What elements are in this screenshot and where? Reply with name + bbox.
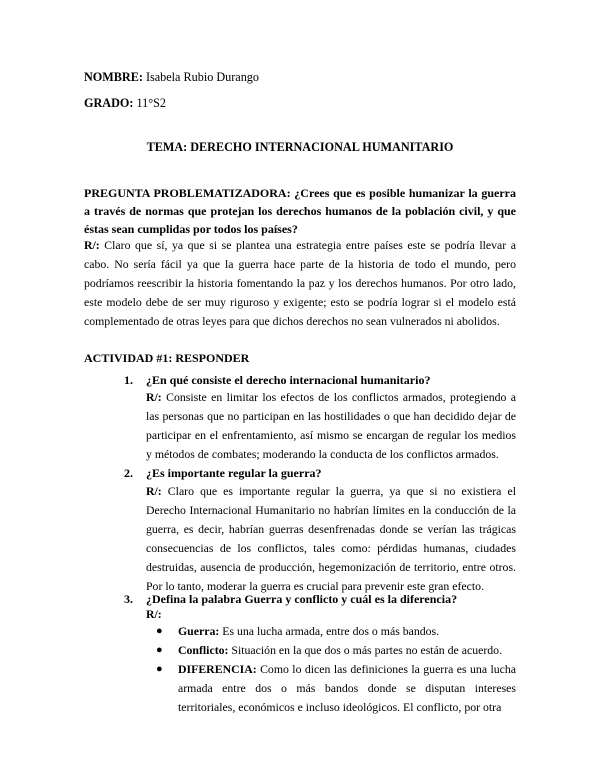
question-title: ¿Es importante regular la guerra? <box>146 466 322 480</box>
question-number: 1. <box>124 373 133 387</box>
respuesta-text: Claro que sí, ya que si se plantea una estrategia entre países este se podría llevar a cabo. No sería fácil ya que la guerra hace parte de la historia de todo el mundo, pero podríamos reescribir la historia fomentando la paz y los derechos humanos. Por otro lado, este modelo debe de ser muy riguroso y exigente; esto se podría lograr si el modelo está complementado de otras leyes para que dichos derechos no sean vulnerados ni abolidos. <box>84 238 516 328</box>
tema-title: TEMA: DERECHO INTERNACIONAL HUMANITARIO <box>146 140 454 154</box>
pregunta-label: PREGUNTA PROBLEMATIZADORA: <box>84 186 291 200</box>
question-title: ¿Defina la palabra Guerra y conflicto y cuál es la diferencia? <box>146 592 458 606</box>
bullet-text: Como lo dicen las definiciones la guerra es una lucha armada entre dos o más bandos donde se disputan intereses territoriales, económicos e incluso ideológicos. El conflicto, por otra <box>178 662 516 714</box>
bullet-text: Es una lucha armada, entre dos o más bandos. <box>222 624 440 638</box>
respuesta-paragraph <box>84 236 516 331</box>
nombre-value: Isabela Rubio Durango <box>145 70 259 84</box>
grado-label: GRADO: <box>84 96 134 110</box>
bullet-term: DIFERENCIA: <box>178 662 257 676</box>
answer-text: Consiste en limitar los efectos de los conflictos armados, protegiendo a las personas que no participan en las hostilidades o que han decidido dejar de participar en el enfrentamiento, así mismo se encargan de regular los medios y métodos de combates; moderando la conducta de los conflictos armados. <box>146 390 516 461</box>
student-grade <box>84 96 166 111</box>
bullet-item <box>178 641 516 660</box>
question-number: 3. <box>124 592 133 606</box>
bullet-item <box>178 660 516 717</box>
student-name <box>84 70 259 85</box>
bullet-term: Guerra: <box>178 624 220 638</box>
answer-label: R/: <box>146 390 162 404</box>
answer-label: R/: <box>146 484 162 498</box>
question-number: 2. <box>124 466 133 480</box>
respuesta-label: R/: <box>84 238 100 252</box>
bullet-icon: ● <box>156 625 163 637</box>
pregunta-problematizadora <box>84 184 516 238</box>
answer-text: Claro que es importante regular la guerra, ya que si no existiera el Derecho Internacional Humanitario no habrían límites en la conducción de la guerra, es decir, habrían guerras desenfrenadas donde se verían las trágicas consecuencias de los conflictos, tales como: pérdidas humanas, ciudades destruidas, ausencia de producción, hegemonización de territorio, entre otros. Por lo tanto, moderar la guerra es crucial para prevenir este gran efecto. <box>146 484 516 593</box>
bullet-icon: ● <box>156 663 163 675</box>
question-title: ¿En qué consiste el derecho internacional humanitario? <box>146 373 431 387</box>
bullet-icon: ● <box>156 644 163 656</box>
nombre-label: NOMBRE: <box>84 70 143 84</box>
actividad-heading: ACTIVIDAD #1: RESPONDER <box>84 351 250 365</box>
question-answer <box>146 482 516 596</box>
question-answer <box>146 388 516 464</box>
bullet-term: Conflicto: <box>178 643 229 657</box>
pregunta-text: ¿Crees que es posible humanizar la guerra a través de normas que protejan los derechos humanos de la población civil, y que éstas sean cumplidas por todos los países? <box>84 186 516 236</box>
bullet-item <box>178 622 516 641</box>
bullet-text: Situación en la que dos o más partes no están de acuerdo. <box>231 643 503 657</box>
grado-value: 11°S2 <box>136 96 166 110</box>
answer-label: R/: <box>146 607 162 621</box>
